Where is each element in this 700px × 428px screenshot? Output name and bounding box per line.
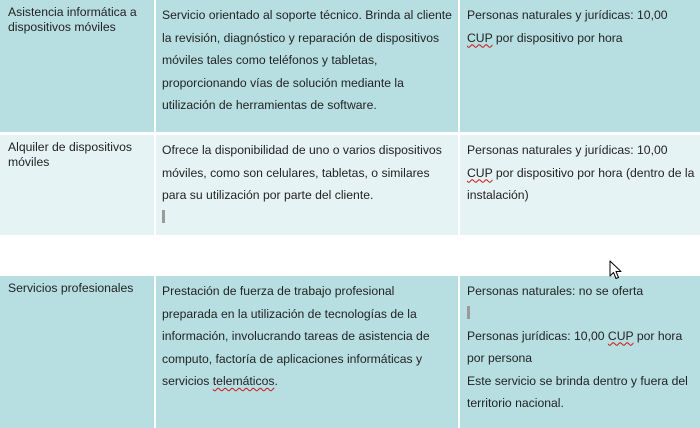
- table-row: [0, 135, 700, 235]
- mouse-pointer-icon: [609, 260, 623, 280]
- price-text-after: por dispositivo por hora (dentro de la instalación): [467, 165, 695, 202]
- price-text-after: por hora por persona: [467, 328, 683, 365]
- price-currency: CUP: [467, 30, 493, 45]
- description-text-before: Prestación de fuerza de trabajo profesional preparada en la utilización de tecnologías de la información, involucrando tareas de asistencia de computo, factoría de aplicaciones informáticas y servicios: [162, 284, 430, 388]
- price-cell[interactable]: [460, 135, 700, 235]
- price-juridical: [467, 325, 696, 370]
- price-cell[interactable]: [460, 276, 700, 428]
- service-name-cell[interactable]: [0, 0, 154, 132]
- service-scope-note: Este servicio se brinda dentro y fuera del territorio nacional.: [467, 373, 688, 410]
- service-name: Asistencia informática a dispositivos móviles: [8, 5, 137, 34]
- price-currency: CUP: [607, 328, 634, 343]
- service-description: Servicio orientado al soporte técnico. Brinda al cliente la revisión, diagnóstico y reparación de dispositivos móviles tales como teléfonos y tabletas, proporcionando vías de solución mediante la utilización de herramientas de software.: [162, 8, 452, 112]
- description-misspelled-word: telemáticos: [212, 374, 275, 388]
- description-cell[interactable]: [156, 0, 458, 132]
- price-text-before: Personas naturales y jurídicas: 10,00: [467, 143, 668, 157]
- service-description: Ofrece la disponibilidad de uno o varios dispositivos móviles, como son celulares, tabletas, o similares para su utilización por parte del cliente.: [162, 143, 442, 202]
- table-row: [0, 0, 700, 132]
- service-name-cell[interactable]: [0, 276, 154, 428]
- table-row: [0, 276, 700, 428]
- price-text-after: por dispositivo por hora: [492, 30, 623, 45]
- service-name: Alquiler de dispositivos móviles: [8, 140, 132, 169]
- text-cursor-icon: [162, 210, 165, 223]
- service-name-cell[interactable]: [0, 135, 154, 235]
- price-text-before: Personas jurídicas: 10,00: [467, 328, 608, 343]
- price-cell[interactable]: [460, 0, 700, 132]
- description-text-after: .: [274, 374, 278, 388]
- description-cell[interactable]: [156, 135, 458, 235]
- description-cell[interactable]: [156, 276, 458, 428]
- price-currency: CUP: [467, 165, 493, 180]
- price-text-before: Personas naturales y jurídicas: 10,00: [467, 8, 668, 22]
- text-cursor-icon: [467, 306, 470, 319]
- service-name: Servicios profesionales: [8, 281, 134, 295]
- price-natural: Personas naturales: no se oferta: [467, 284, 644, 298]
